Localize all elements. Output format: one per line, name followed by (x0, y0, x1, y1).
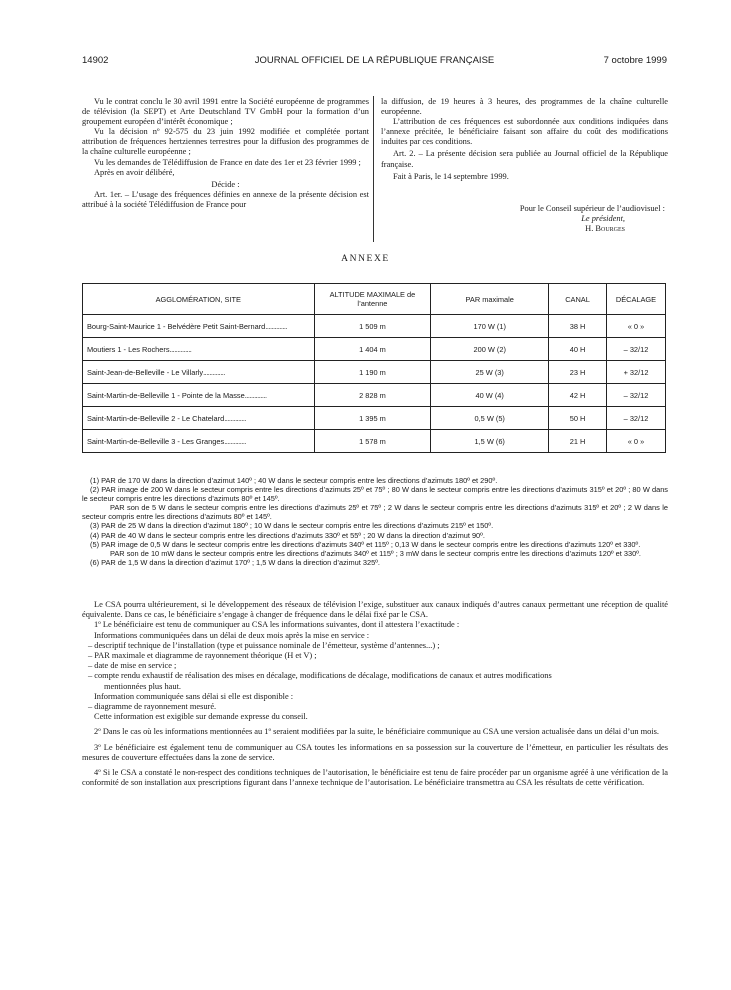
cell-site: Saint-Martin-de-Belleville 3 - Les Granges.............. (83, 430, 315, 453)
item-compte-rendu: – compte rendu exhaustif de réalisation des mises en décalage, modifications de décalage, modifications de canaux et autres modifications (88, 671, 552, 681)
note-5-son: PAR son de 10 mW dans le secteur compris entre les directions d’azimuts 340º et 115º ; 3 mW dans le secteur compris entre les directions d’azimuts 120º et 330º. (110, 548, 641, 558)
dot-leader: .............. (265, 321, 288, 331)
cell-canal: 42 H (549, 384, 607, 407)
cell-altitude: 2 828 m (314, 384, 431, 407)
item-date-service: – date de mise en service ; (88, 661, 177, 671)
cell-par: 40 W (4) (431, 384, 549, 407)
body-text (82, 600, 668, 788)
decide: Décide : (211, 179, 240, 189)
apres-delibere: Après en avoir délibéré, (94, 167, 175, 177)
obligation-1: 1º Le bénéficiaire est tenu de communiquer au CSA les informations suivantes, dont il attestera l’exactitude : (94, 620, 460, 630)
csa-substitution: Le CSA pourra ultérieurement, si le développement des réseaux de télévision l’exige, substituer aux canaux indiqués d’autres canaux permettant une réception de qualité équivalente. Dans ce cas, le bénéficiaire s’engage à changer de fréquence dans le délai fixé par le CSA. (82, 600, 668, 620)
cell-altitude: 1 404 m (314, 338, 431, 361)
cell-site: Moutiers 1 - Les Rochers.............. (83, 338, 315, 361)
cell-altitude: 1 395 m (314, 407, 431, 430)
item-par-maximale: – PAR maximale et diagramme de rayonnement théorique (H et V) ; (88, 651, 317, 661)
table-row (83, 430, 666, 453)
note-5: (5) PAR image de 0,5 W dans le secteur compris entre les directions d’azimuts 340º et 115º ; 0,13 W dans le secteur compris entre les directions d’azimuts 120º et 330º. (90, 539, 641, 549)
annexe-title: ANNEXE (341, 254, 390, 264)
annexe-notes (82, 476, 668, 567)
dot-leader: .............. (169, 344, 192, 354)
header-canal: CANAL (549, 284, 607, 315)
note-3: (3) PAR de 25 W dans la direction d’azimut 180º ; 10 W dans le secteur compris entre les directions d’azimuts 215º et 150º. (90, 521, 494, 531)
signature-council: Pour le Conseil supérieur de l’audiovisuel : (519, 204, 665, 213)
page-header (82, 55, 667, 69)
note-6: (6) PAR de 1,5 W dans la direction d’azimut 170º ; 1,5 W dans la direction d’azimut 325º. (90, 557, 380, 567)
vu-demandes: Vu les demandes de Télédiffusion de France en date des 1er et 23 février 1999 ; (94, 157, 361, 167)
item-descriptif: – descriptif technique de l’installation (type et puissance nominale de l’émetteur, système d’antennes...) ; (88, 640, 440, 650)
item-compte-rendu-cont: mentionnées plus haut. (104, 681, 181, 691)
note-2-son: PAR son de 5 W dans le secteur compris entre les directions d’azimuts 25º et 75º ; 2 W dans le secteur compris entre les directions d’azimuts 315º et 20º ; 2 W dans le secteur compris entre les directions d’azimuts 80º et 145º. (82, 503, 668, 522)
article-1: Art. 1er. – L’usage des fréquences définies en annexe de la présente décision est attribué à la société Télédiffusion de France pour (82, 189, 369, 209)
cell-par: 200 W (2) (431, 338, 549, 361)
table-row (83, 407, 666, 430)
cell-par: 0,5 W (5) (431, 407, 549, 430)
signature-block (381, 204, 665, 234)
table-header-row (83, 284, 666, 315)
cell-canal: 21 H (549, 430, 607, 453)
page-number: 14902 (82, 55, 109, 66)
left-column (82, 97, 369, 210)
note-2: (2) PAR image de 200 W dans le secteur compris entre les directions d’azimuts 25º et 75º ; 80 W dans le secteur compris entre les directions d’azimuts 315º et 20º ; 80 W dans le secteur compris entre les directions d’azimuts 80º et 145º. (82, 485, 668, 504)
cell-altitude: 1 578 m (314, 430, 431, 453)
cell-canal: 50 H (549, 407, 607, 430)
column-divider (373, 96, 374, 242)
obligation-4: 4º Si le CSA a constaté le non-respect des conditions techniques de l’autorisation, le bénéficiaire est tenu de faire procéder par un organisme agréé à une vérification de la conformité de son installation aux prescriptions figurant dans l’annexe technique de l’autorisation. Le bénéficiaire transmettra au CSA les résultats de cette vérification. (82, 768, 668, 788)
attribution-conditions: L’attribution de ces fréquences est subordonnée aux conditions indiquées dans l’annexe précitée, le bénéficiaire faisant son affaire du coût des modifications induites par ces conditions. (381, 117, 668, 147)
cell-decalage: – 32/12 (607, 338, 666, 361)
cell-par: 25 W (3) (431, 361, 549, 384)
table-row (83, 315, 666, 338)
obligation-3: 3º Le bénéficiaire est également tenu de communiquer au CSA toutes les informations en sa possession sur la couverture de l’émetteur, en particulier les résultats des mesures de couverture effectuées dans la zone de service. (82, 742, 668, 762)
header-decalage: DÉCALAGE (607, 284, 666, 315)
info-deux-mois: Informations communiquées dans un délai de deux mois après la mise en service : (94, 630, 370, 640)
cell-decalage: – 32/12 (607, 407, 666, 430)
header-par: PAR maximale (431, 284, 549, 315)
dot-leader: .............. (224, 436, 246, 446)
table-row (83, 338, 666, 361)
cell-par: 170 W (1) (431, 315, 549, 338)
note-4: (4) PAR de 40 W dans le secteur compris entre les directions d’azimuts 330º et 55º ; 20 W dans la direction d’azimut 90º. (90, 530, 485, 540)
dot-leader: .............. (224, 413, 246, 423)
cell-altitude: 1 509 m (314, 315, 431, 338)
dot-leader: .............. (244, 390, 267, 400)
issue-date: 7 octobre 1999 (603, 55, 667, 66)
cell-site: Saint-Martin-de-Belleville 2 - Le Chatelard.............. (83, 407, 315, 430)
note-1: (1) PAR de 170 W dans la direction d’azimut 140º ; 40 W dans le secteur compris entre les directions d’azimuts 180º et 290º. (90, 476, 498, 485)
header-site: AGGLOMÉRATION, SITE (83, 284, 315, 315)
cell-canal: 38 H (549, 315, 607, 338)
cell-decalage: – 32/12 (607, 384, 666, 407)
dot-leader: .............. (203, 367, 225, 377)
vu-decision: Vu la décision nº 92-575 du 23 juin 1992 modifiée et complétée portant attribution de fréquences hertziennes terrestres pour la diffusion des programmes de la chaîne culturelle européenne ; (82, 127, 369, 157)
info-sans-delai: Information communiquée sans délai si elle est disponible : (94, 691, 294, 701)
right-column (381, 97, 668, 182)
cell-decalage: « 0 » (607, 430, 666, 453)
annexe-table (82, 283, 666, 453)
cell-site: Saint-Jean-de-Belleville - Le Villarly.............. (83, 361, 315, 384)
header-altitude: ALTITUDE MAXIMALE de l’antenne (314, 284, 431, 315)
cell-decalage: « 0 » (607, 315, 666, 338)
cell-site: Bourg-Saint-Maurice 1 - Belvédère Petit Saint-Bernard.............. (83, 315, 315, 338)
cell-site: Saint-Martin-de-Belleville 1 - Pointe de la Masse.............. (83, 384, 315, 407)
cell-canal: 23 H (549, 361, 607, 384)
journal-title: JOURNAL OFFICIEL DE LA RÉPUBLIQUE FRANÇAISE (254, 55, 495, 66)
table-row (83, 384, 666, 407)
fait-a-paris: Fait à Paris, le 14 septembre 1999. (393, 171, 509, 181)
vu-contrat: Vu le contrat conclu le 30 avril 1991 entre la Société européenne de programmes de télévision (la SEPT) et Arte Deutschland TV GmbH pour la formation d’un groupement européen d’intérêt économique ; (82, 97, 369, 127)
cell-par: 1,5 W (6) (431, 430, 549, 453)
cell-canal: 40 H (549, 338, 607, 361)
diffusion-text: la diffusion, de 19 heures à 3 heures, des programmes de la chaîne culturelle européenne. (381, 97, 668, 117)
info-exigible: Cette information est exigible sur demande expresse du conseil. (94, 712, 308, 722)
item-diagramme: – diagramme de rayonnement mesuré. (88, 702, 217, 712)
signature-title: Le président, (581, 214, 625, 224)
cell-decalage: + 32/12 (607, 361, 666, 384)
signature-name: H. Bourges (585, 224, 625, 234)
article-2: Art. 2. – La présente décision sera publiée au Journal officiel de la République française. (381, 149, 668, 169)
table-row (83, 361, 666, 384)
cell-altitude: 1 190 m (314, 361, 431, 384)
obligation-2: 2º Dans le cas où les informations mentionnées au 1º seraient modifiées par la suite, le bénéficiaire communique au CSA une version actualisée dans un délai d’un mois. (94, 727, 659, 737)
